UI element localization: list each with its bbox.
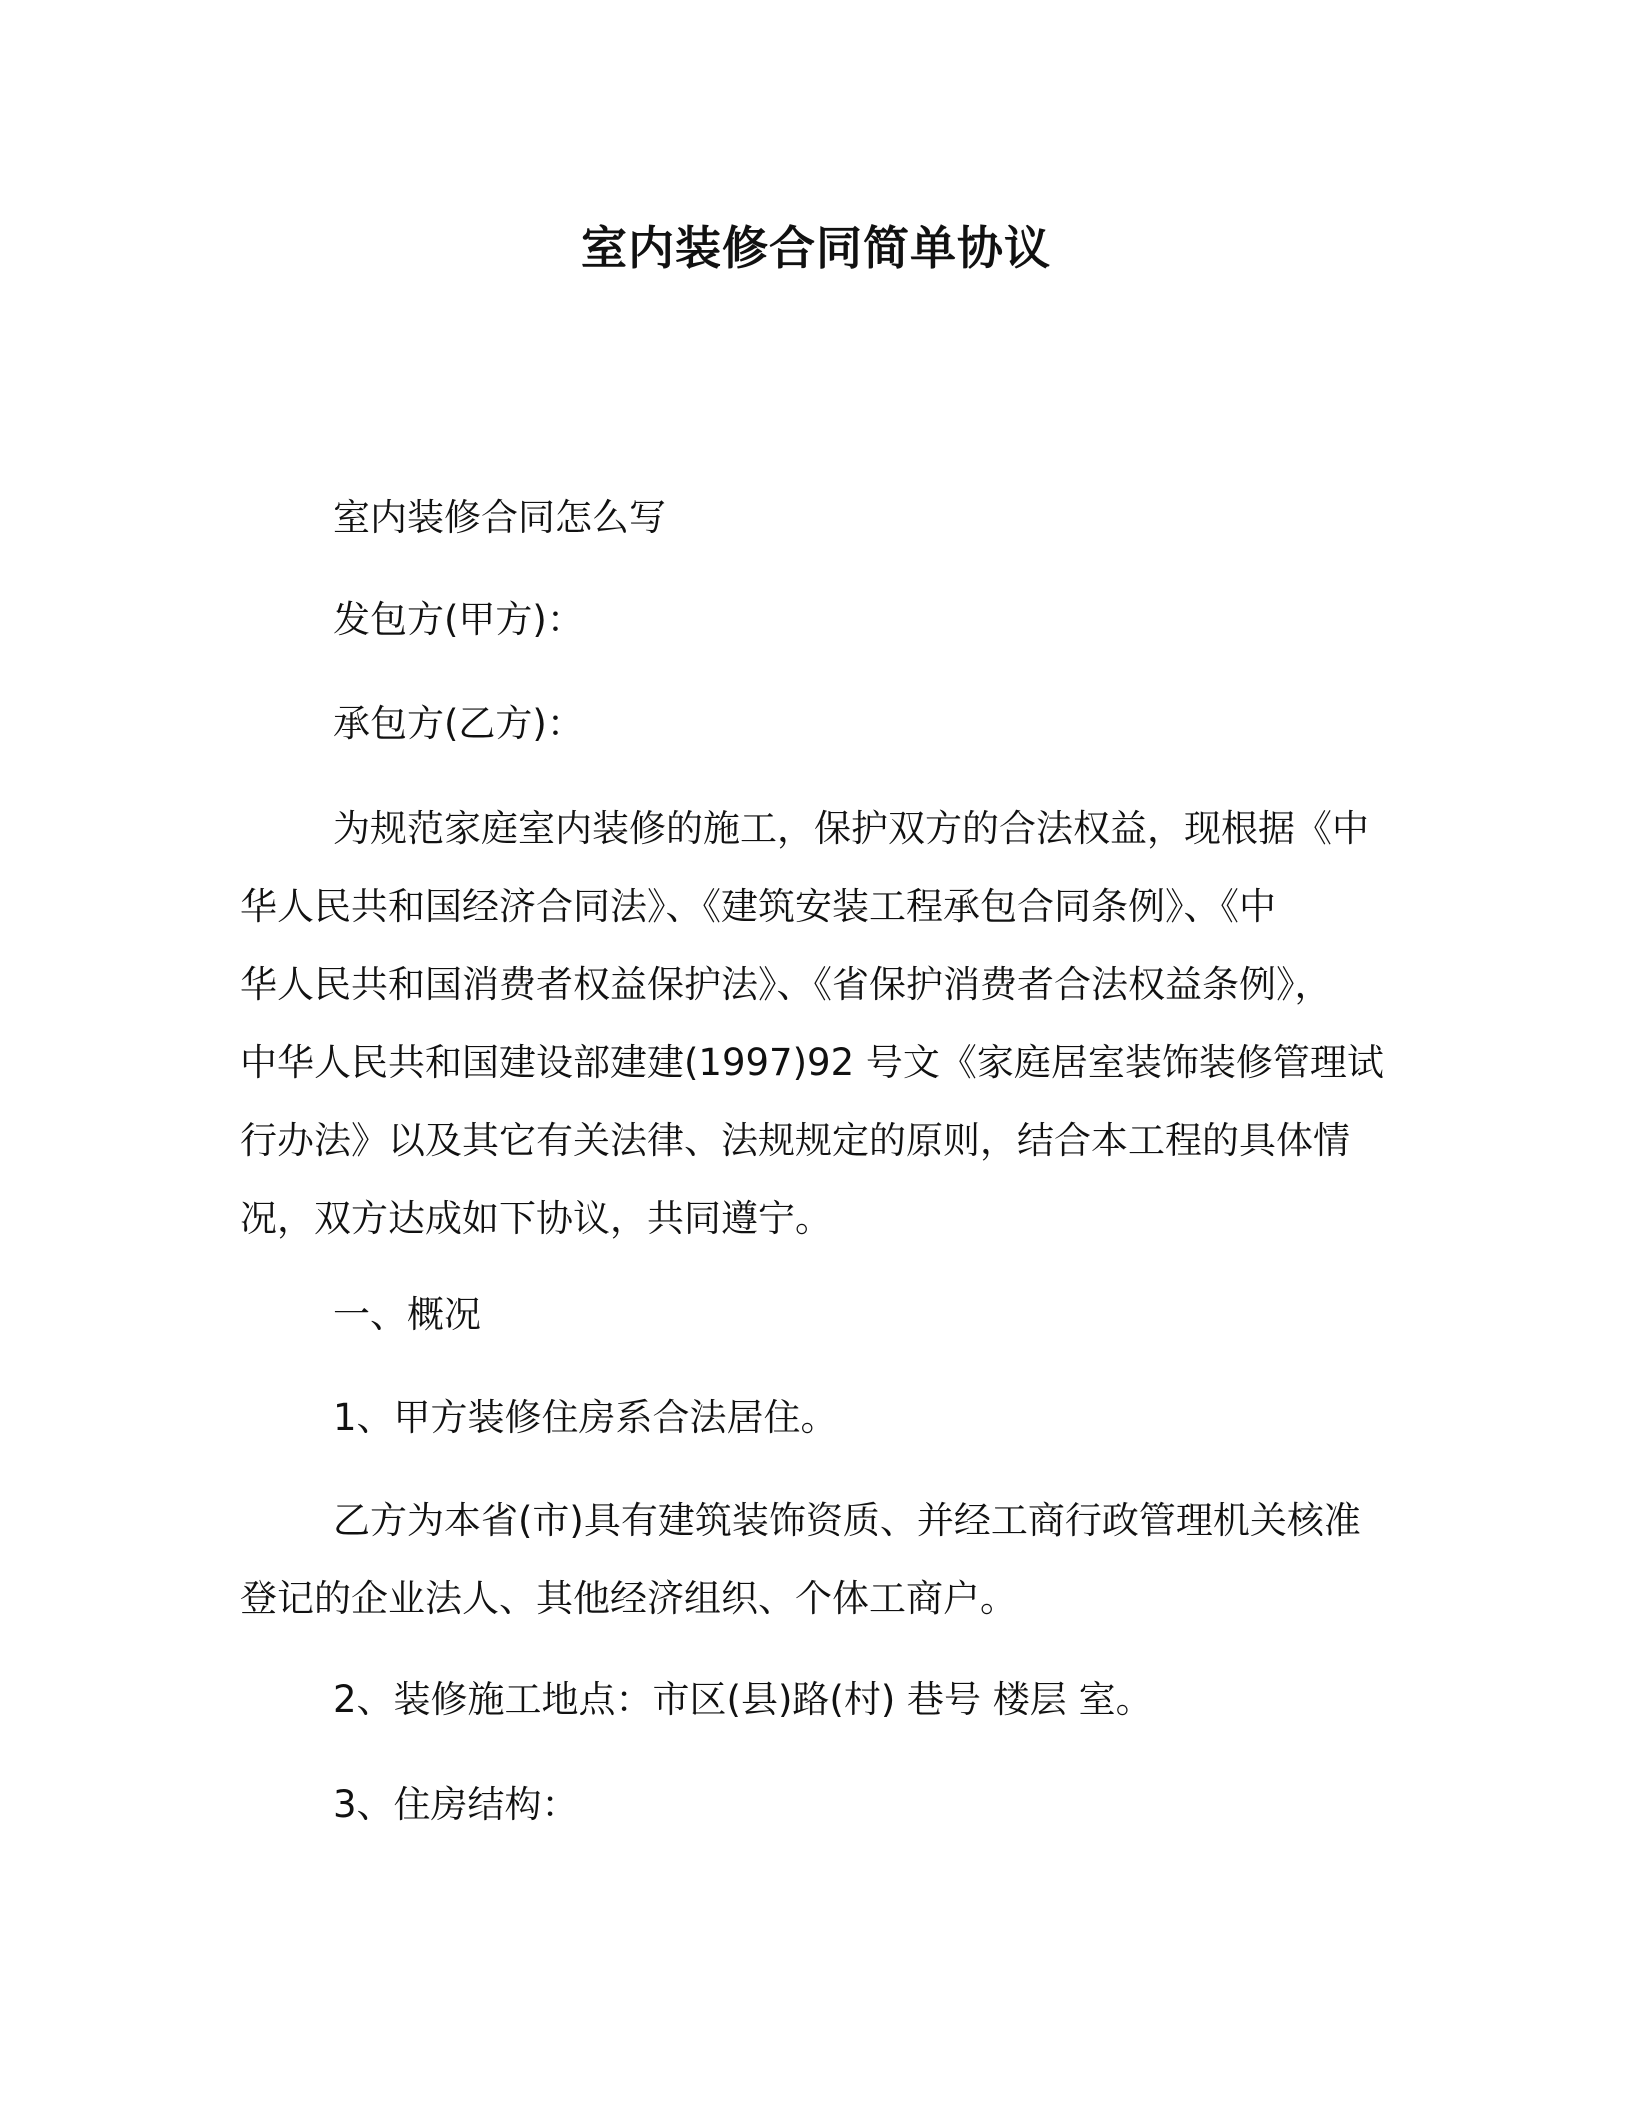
preamble-paragraph	[240, 790, 1384, 1258]
item-1: 1、甲方装修住房系合法居住。	[333, 1396, 838, 1439]
party-b-label: 承包方(乙方)：	[333, 702, 584, 745]
preamble-line: 为规范家庭室内装修的施工，保护双方的合法权益，现根据《中	[333, 807, 1369, 850]
section-heading: 一、概况	[333, 1293, 481, 1336]
party-b-description	[240, 1482, 1380, 1638]
preamble-line: 华人民共和国经济合同法》、《建筑安装工程承包合同条例》、《中	[240, 885, 1276, 928]
party-b-description-line: 登记的企业法人、其他经济组织、个体工商户。	[240, 1577, 1017, 1620]
subtitle: 室内装修合同怎么写	[333, 496, 666, 539]
party-b-description-line: 乙方为本省(市)具有建筑装饰资质、并经工商行政管理机关核准	[333, 1499, 1361, 1542]
item-3: 3、住房结构：	[333, 1783, 579, 1826]
preamble-line: 况，双方达成如下协议，共同遵宁。	[240, 1197, 832, 1240]
item-2: 2、装修施工地点：市区(县)路(村) 巷号 楼层 室。	[333, 1678, 1153, 1721]
preamble-line: 中华人民共和国建设部建建(1997)92 号文《家庭居室装饰装修管理试	[240, 1041, 1384, 1084]
document-title: 室内装修合同简单协议	[581, 221, 1051, 275]
preamble-line: 华人民共和国消费者权益保护法》、《省保护消费者合法权益条例》，	[240, 963, 1332, 1006]
party-a-label: 发包方(甲方)：	[333, 598, 584, 641]
preamble-line: 行办法》以及其它有关法律、法规规定的原则，结合本工程的具体情	[240, 1119, 1350, 1162]
